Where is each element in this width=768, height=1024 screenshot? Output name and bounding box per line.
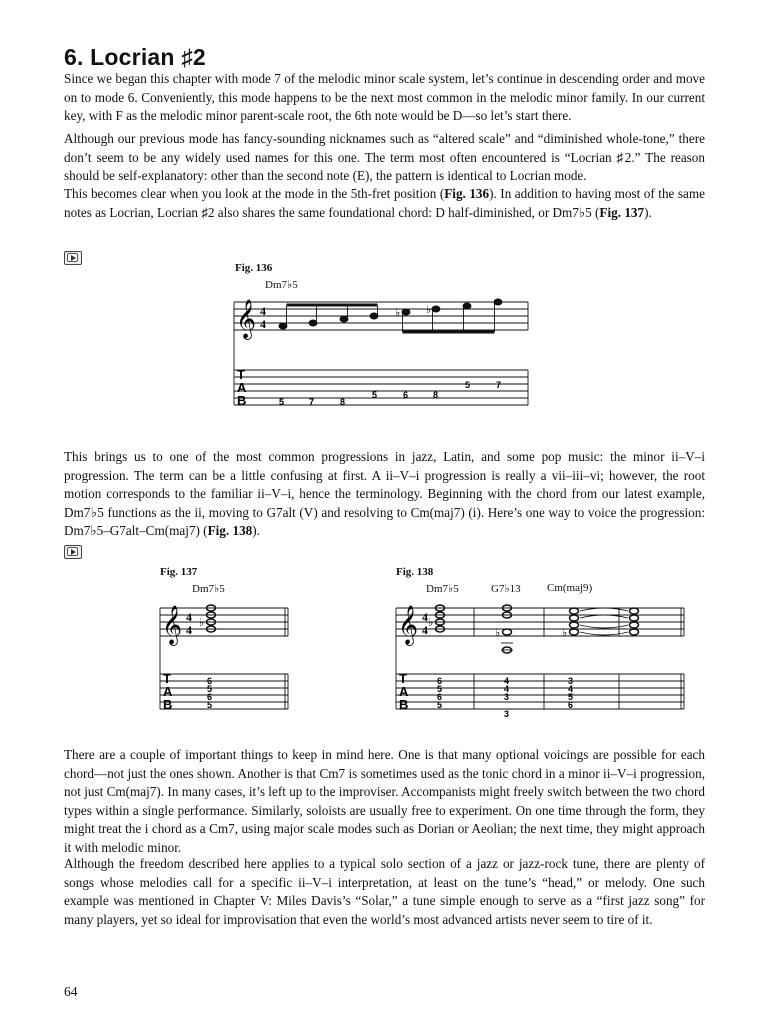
fig138-reference: Fig. 138 xyxy=(207,523,253,538)
tab-A: A xyxy=(237,380,247,395)
svg-text:5: 5 xyxy=(437,700,443,710)
svg-text:4: 4 xyxy=(422,610,428,624)
svg-text:B: B xyxy=(163,697,173,712)
svg-text:3: 3 xyxy=(568,676,574,686)
audio-play-icon[interactable] xyxy=(64,251,82,265)
tab-B: B xyxy=(237,393,247,408)
tab-fret: 6 xyxy=(403,390,409,400)
fig137-reference: Fig. 137 xyxy=(599,204,645,220)
fig137-label: Fig. 137 xyxy=(160,566,198,578)
paragraph-1: Since we began this chapter with mode 7 of the melodic minor scale system, let’s continue in descending order and move on to mode 6. Conveniently, this mode happens to be the next most common in the melodic minor family. In our current key, with F as the melodic minor parent-scale root, the 6th note would be D—so let’s start there. xyxy=(64,71,705,123)
tab-fret: 5 xyxy=(279,397,285,407)
tab-fret: 8 xyxy=(340,397,346,407)
svg-text:4: 4 xyxy=(422,623,428,637)
fig136-reference: Fig. 136 xyxy=(444,186,490,201)
time-sig-bottom: 4 xyxy=(260,317,266,331)
treble-clef-icon: 𝄞 xyxy=(162,605,183,645)
fig138-notation xyxy=(394,596,686,720)
tab-fret: 8 xyxy=(433,390,439,400)
svg-text:3: 3 xyxy=(504,692,510,702)
svg-text:A: A xyxy=(163,684,173,699)
svg-text:6: 6 xyxy=(568,700,574,710)
fig136-label: Fig. 136 xyxy=(235,262,273,274)
svg-text:A: A xyxy=(399,684,409,699)
svg-text:B: B xyxy=(399,697,409,712)
treble-clef-icon: 𝄞 xyxy=(398,605,419,645)
tab-fret: 7 xyxy=(309,397,315,407)
svg-text:4: 4 xyxy=(186,610,192,624)
svg-text:5: 5 xyxy=(568,692,574,702)
paragraph-3: This becomes clear when you look at the mode in the 5th-fret position (Fig. 136). In addition to having most of the same notes as Locrian, Locrian ♯2 also shares the same foundational chord: D half-diminished, or Dm7♭5 (Fig. 137). xyxy=(64,186,705,220)
flat-icon: ♭ xyxy=(426,304,432,316)
svg-text:6: 6 xyxy=(207,676,213,686)
audio-play-icon[interactable] xyxy=(64,545,82,559)
treble-clef-icon: 𝄞 xyxy=(236,299,257,339)
svg-text:4: 4 xyxy=(504,684,510,694)
flat-icon: ♭ xyxy=(199,617,205,629)
fig138-chord-2: G7♭13 xyxy=(491,583,521,595)
svg-text:6: 6 xyxy=(207,692,213,702)
fig137-notation xyxy=(158,596,290,720)
svg-text:5: 5 xyxy=(207,700,213,710)
fig138-label: Fig. 138 xyxy=(396,566,434,578)
svg-text:5: 5 xyxy=(437,684,443,694)
paragraph-4: This brings us to one of the most common progressions in jazz, Latin, and some pop music: the minor ii–V–i progression. The term can be a little confusing at first. A ii–V–i progression is really a vii–iii–vi; however, the root motion corresponds to the familiar ii–V–i, hence the terminology. Beginning with the chord from our latest example, Dm7♭5 functions as the ii, moving to G7alt (V) and resolving to Cm(maj7) (i). Here’s one way to voice the progression: Dm7♭5–G7alt–Cm(maj7) (Fig. 138). xyxy=(64,449,705,538)
tab-T: T xyxy=(237,367,245,382)
paragraph-2: Although our previous mode has fancy-sounding nicknames such as “altered scale” and “diminished whole-tone,” there don’t seem to be any widely used names for this one. The term most often encountered is “Locrian ♯2.” The reason should be self-explanatory: other than the second note (E), the pattern is identical to Locrian mode. xyxy=(64,131,705,183)
svg-text:5: 5 xyxy=(207,684,213,694)
fig138-chord-3: Cm(maj9) xyxy=(547,582,593,594)
tab-fret: 5 xyxy=(465,380,471,390)
time-sig-top: 4 xyxy=(260,304,266,318)
section-title: 6. Locrian ♯2 xyxy=(64,44,206,70)
svg-text:T: T xyxy=(163,671,171,686)
svg-text:6: 6 xyxy=(437,692,443,702)
fig136-notation xyxy=(232,292,530,416)
fig136-chord-symbol: Dm7♭5 xyxy=(265,279,298,291)
paragraph-5: There are a couple of important things to keep in mind here. One is that many optional voicings are possible for each chord—not just the ones shown. Another is that Cm7 is sometimes used as the tonic chord in a minor ii–V–i progression, not just Cm(maj7). In many cases, it’s left up to the improviser. Accompanists might freely switch between the two chord types within a single performance. Similarly, soloists are usually free to experiment. On one time through the form, they might treat the i chord as a Cm7, using major scale modes such as Dorian or Aeolian; the next time, they might approach it with melodic minor. xyxy=(64,747,705,855)
svg-text:T: T xyxy=(399,671,407,686)
fig138-chord-1: Dm7♭5 xyxy=(426,583,459,595)
flat-icon: ♭ xyxy=(428,617,434,629)
svg-text:6: 6 xyxy=(437,676,443,686)
tab-fret: 5 xyxy=(372,390,378,400)
svg-text:3: 3 xyxy=(504,709,510,719)
fig137-chord-symbol: Dm7♭5 xyxy=(192,583,225,595)
page-number: 64 xyxy=(64,984,78,999)
flat-icon: ♭ xyxy=(395,307,401,319)
svg-text:4: 4 xyxy=(186,623,192,637)
paragraph-6: Although the freedom described here applies to a typical solo section of a jazz or jazz-rock tune, there are plenty of songs whose melodies call for a specific ii–V–i interpretation, at least on the tune’s “head,” or melody. One such example was mentioned in Chapter V: Miles Davis’s “Solar,” a tune simple enough to serve as a “first jazz song” for many players, yet so ideal for improvisation that even the world’s most advanced artists never seem to tire of it. xyxy=(64,856,705,927)
svg-text:4: 4 xyxy=(568,684,574,694)
tab-fret: 7 xyxy=(496,380,502,390)
flat-icon: ♭ xyxy=(495,627,501,639)
flat-icon: ♭ xyxy=(562,627,568,639)
svg-text:4: 4 xyxy=(504,676,510,686)
